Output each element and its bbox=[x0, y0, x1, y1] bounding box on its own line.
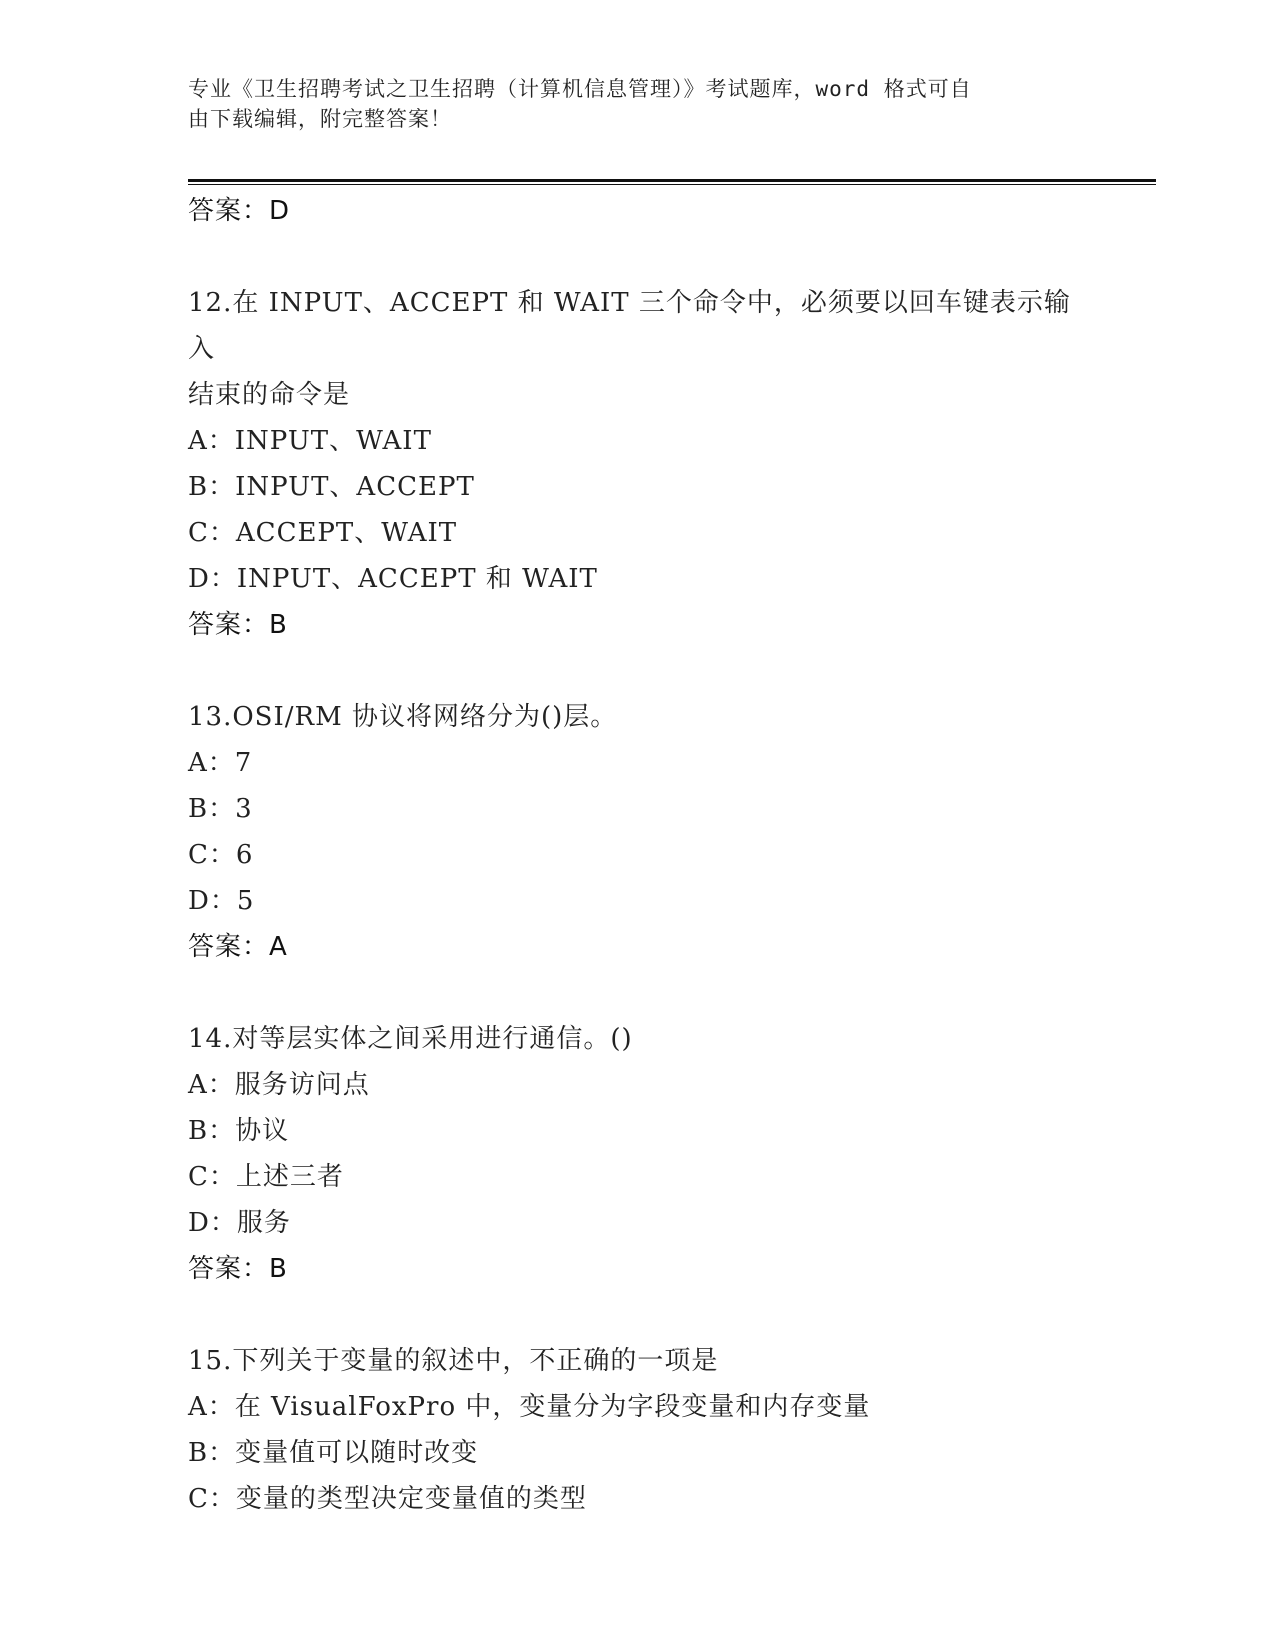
header-line-1: 专业《卫生招聘考试之卫生招聘（计算机信息管理）》考试题库，word 格式可自 bbox=[188, 77, 972, 101]
question-stem-cont: 结束的命令是 bbox=[188, 380, 351, 410]
page-header bbox=[188, 74, 1068, 134]
spacer bbox=[188, 234, 1088, 280]
option-a: A：在 VisualFoxPro 中，变量分为字段变量和内存变量 bbox=[188, 1392, 871, 1422]
option-c: C：ACCEPT、WAIT bbox=[188, 518, 458, 548]
question-14 bbox=[188, 1016, 1088, 1292]
question-stem: 12.在 INPUT、ACCEPT 和 WAIT 三个命令中，必须要以回车键表示输入 bbox=[188, 288, 1071, 364]
answer: 答案：B bbox=[188, 610, 288, 640]
answer: 答案：B bbox=[188, 1254, 288, 1284]
option-b: B：变量值可以随时改变 bbox=[188, 1438, 479, 1468]
option-b: B：协议 bbox=[188, 1116, 290, 1146]
question-stem: 14.对等层实体之间采用进行通信。() bbox=[188, 1024, 633, 1054]
option-b: B：3 bbox=[188, 794, 253, 824]
option-c: C：变量的类型决定变量值的类型 bbox=[188, 1484, 587, 1514]
option-c: C：6 bbox=[188, 840, 254, 870]
header-rule-thick bbox=[188, 179, 1156, 182]
question-12 bbox=[188, 280, 1088, 648]
answer-prev: 答案：D bbox=[188, 196, 291, 226]
option-b: B：INPUT、ACCEPT bbox=[188, 472, 475, 502]
spacer bbox=[188, 1292, 1088, 1338]
question-stem: 15.下列关于变量的叙述中，不正确的一项是 bbox=[188, 1346, 719, 1376]
question-list bbox=[188, 188, 1088, 1522]
option-d: D：服务 bbox=[188, 1208, 291, 1238]
option-a: A：服务访问点 bbox=[188, 1070, 370, 1100]
header-line-2: 由下载编辑，附完整答案！ bbox=[188, 107, 452, 131]
option-c: C：上述三者 bbox=[188, 1162, 344, 1192]
option-a: A：7 bbox=[188, 748, 253, 778]
spacer bbox=[188, 970, 1088, 1016]
answer: 答案：A bbox=[188, 932, 288, 962]
header-rule-thin bbox=[188, 184, 1156, 185]
option-d: D：5 bbox=[188, 886, 255, 916]
option-a: A：INPUT、WAIT bbox=[188, 426, 432, 456]
question-stem: 13.OSI/RM 协议将网络分为()层。 bbox=[188, 702, 618, 732]
question-15 bbox=[188, 1338, 1088, 1522]
spacer bbox=[188, 648, 1088, 694]
option-d: D：INPUT、ACCEPT 和 WAIT bbox=[188, 564, 598, 594]
question-13 bbox=[188, 694, 1088, 970]
